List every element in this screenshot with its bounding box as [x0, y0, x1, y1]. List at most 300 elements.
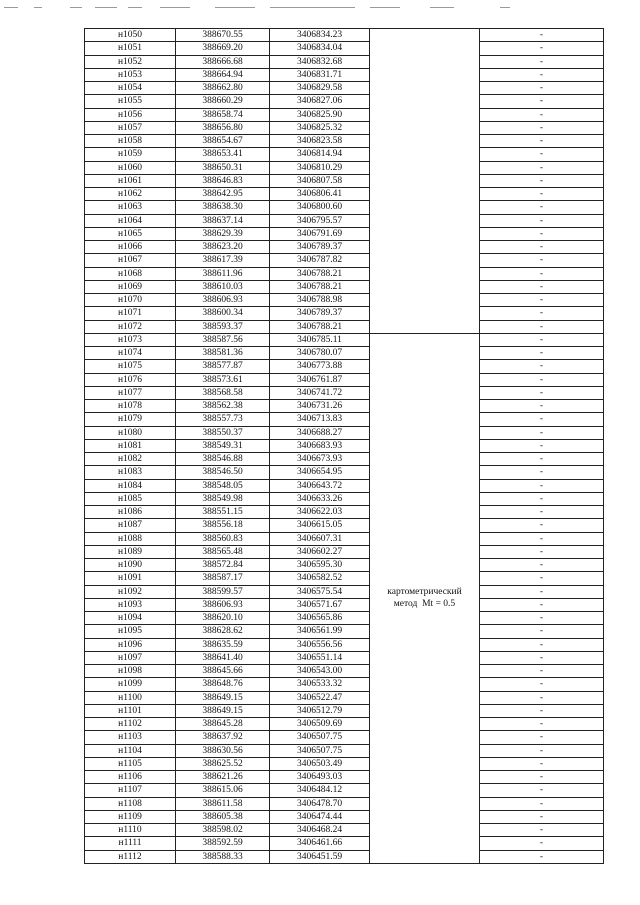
method-cell-empty	[370, 29, 480, 334]
table-row	[85, 267, 604, 280]
note-cell: -	[480, 108, 604, 121]
x-coordinate-cell: 388606.93	[176, 294, 270, 307]
table-row	[85, 651, 604, 664]
point-cell: н1081	[85, 439, 176, 452]
note-cell: -	[480, 174, 604, 187]
table-row	[85, 771, 604, 784]
table-row	[85, 174, 604, 187]
x-coordinate-cell: 388637.14	[176, 214, 270, 227]
note-cell: -	[480, 466, 604, 479]
table-row	[85, 241, 604, 254]
point-cell: н1059	[85, 148, 176, 161]
point-cell: н1056	[85, 108, 176, 121]
y-coordinate-cell: 3406785.11	[270, 333, 370, 346]
point-cell: н1063	[85, 201, 176, 214]
x-coordinate-cell: 388557.73	[176, 413, 270, 426]
table-row	[85, 665, 604, 678]
note-cell: -	[480, 135, 604, 148]
table-row	[85, 757, 604, 770]
table-row	[85, 360, 604, 373]
x-coordinate-cell: 388653.41	[176, 148, 270, 161]
y-coordinate-cell: 3406509.69	[270, 718, 370, 731]
x-coordinate-cell: 388560.83	[176, 532, 270, 545]
table-row	[85, 108, 604, 121]
x-coordinate-cell: 388648.76	[176, 678, 270, 691]
note-cell: -	[480, 95, 604, 108]
note-cell: -	[480, 731, 604, 744]
note-cell: -	[480, 68, 604, 81]
point-cell: н1057	[85, 121, 176, 134]
point-cell: н1062	[85, 188, 176, 201]
point-cell: н1058	[85, 135, 176, 148]
x-coordinate-cell: 388611.96	[176, 267, 270, 280]
point-cell: н1061	[85, 174, 176, 187]
x-coordinate-cell: 388592.59	[176, 837, 270, 850]
x-coordinate-cell: 388642.95	[176, 188, 270, 201]
y-coordinate-cell: 3406800.60	[270, 201, 370, 214]
point-cell: н1065	[85, 227, 176, 240]
table-row	[85, 201, 604, 214]
note-cell: -	[480, 373, 604, 386]
table-row	[85, 559, 604, 572]
note-cell: -	[480, 572, 604, 585]
y-coordinate-cell: 3406827.06	[270, 95, 370, 108]
y-coordinate-cell: 3406602.27	[270, 545, 370, 558]
note-cell: -	[480, 188, 604, 201]
table-row	[85, 850, 604, 863]
x-coordinate-cell: 388635.59	[176, 638, 270, 651]
table-row	[85, 638, 604, 651]
table-row	[85, 121, 604, 134]
point-cell: н1090	[85, 559, 176, 572]
note-cell: -	[480, 400, 604, 413]
table-row	[85, 585, 604, 598]
table-row	[85, 824, 604, 837]
x-coordinate-cell: 388637.92	[176, 731, 270, 744]
point-cell: н1064	[85, 214, 176, 227]
note-cell: -	[480, 545, 604, 558]
table-row	[85, 506, 604, 519]
y-coordinate-cell: 3406607.31	[270, 532, 370, 545]
note-cell: -	[480, 625, 604, 638]
table-row	[85, 280, 604, 293]
y-coordinate-cell: 3406503.49	[270, 757, 370, 770]
y-coordinate-cell: 3406543.00	[270, 665, 370, 678]
x-coordinate-cell: 388638.30	[176, 201, 270, 214]
x-coordinate-cell: 388641.40	[176, 651, 270, 664]
note-cell: -	[480, 29, 604, 42]
table-row	[85, 188, 604, 201]
x-coordinate-cell: 388621.26	[176, 771, 270, 784]
y-coordinate-cell: 3406551.14	[270, 651, 370, 664]
table-row	[85, 294, 604, 307]
y-coordinate-cell: 3406806.41	[270, 188, 370, 201]
note-cell: -	[480, 492, 604, 505]
point-cell: н1066	[85, 241, 176, 254]
point-cell: н1085	[85, 492, 176, 505]
x-coordinate-cell: 388577.87	[176, 360, 270, 373]
note-cell: -	[480, 333, 604, 346]
note-cell: -	[480, 148, 604, 161]
point-cell: н1092	[85, 585, 176, 598]
note-cell: -	[480, 506, 604, 519]
table-row	[85, 214, 604, 227]
point-cell: н1105	[85, 757, 176, 770]
point-cell: н1078	[85, 400, 176, 413]
table-row	[85, 373, 604, 386]
x-coordinate-cell: 388548.05	[176, 479, 270, 492]
point-cell: н1086	[85, 506, 176, 519]
y-coordinate-cell: 3406633.26	[270, 492, 370, 505]
x-coordinate-cell: 388599.57	[176, 585, 270, 598]
coordinates-table-body	[85, 29, 604, 864]
table-row	[85, 678, 604, 691]
note-cell: -	[480, 757, 604, 770]
note-cell: -	[480, 810, 604, 823]
note-cell: -	[480, 559, 604, 572]
note-cell: -	[480, 479, 604, 492]
table-row	[85, 55, 604, 68]
y-coordinate-cell: 3406484.12	[270, 784, 370, 797]
note-cell: -	[480, 42, 604, 55]
point-cell: н1071	[85, 307, 176, 320]
table-row	[85, 810, 604, 823]
x-coordinate-cell: 388550.37	[176, 426, 270, 439]
y-coordinate-cell: 3406507.75	[270, 744, 370, 757]
table-row	[85, 466, 604, 479]
note-cell: -	[480, 824, 604, 837]
x-coordinate-cell: 388662.80	[176, 82, 270, 95]
point-cell: н1098	[85, 665, 176, 678]
table-row	[85, 718, 604, 731]
x-coordinate-cell: 388605.38	[176, 810, 270, 823]
point-cell: н1101	[85, 704, 176, 717]
note-cell: -	[480, 294, 604, 307]
x-coordinate-cell: 388546.50	[176, 466, 270, 479]
table-row	[85, 744, 604, 757]
y-coordinate-cell: 3406761.87	[270, 373, 370, 386]
point-cell: н1074	[85, 347, 176, 360]
x-coordinate-cell: 388628.62	[176, 625, 270, 638]
point-cell: н1102	[85, 718, 176, 731]
x-coordinate-cell: 388669.20	[176, 42, 270, 55]
point-cell: н1112	[85, 850, 176, 863]
y-coordinate-cell: 3406561.99	[270, 625, 370, 638]
x-coordinate-cell: 388646.83	[176, 174, 270, 187]
x-coordinate-cell: 388645.66	[176, 665, 270, 678]
y-coordinate-cell: 3406507.75	[270, 731, 370, 744]
x-coordinate-cell: 388562.38	[176, 400, 270, 413]
y-coordinate-cell: 3406773.88	[270, 360, 370, 373]
note-cell: -	[480, 386, 604, 399]
y-coordinate-cell: 3406834.04	[270, 42, 370, 55]
table-row	[85, 519, 604, 532]
x-coordinate-cell: 388625.52	[176, 757, 270, 770]
x-coordinate-cell: 388556.18	[176, 519, 270, 532]
note-cell: -	[480, 532, 604, 545]
y-coordinate-cell: 3406575.54	[270, 585, 370, 598]
x-coordinate-cell: 388617.39	[176, 254, 270, 267]
table-row	[85, 797, 604, 810]
point-cell: н1099	[85, 678, 176, 691]
table-row	[85, 453, 604, 466]
note-cell: -	[480, 121, 604, 134]
table-row	[85, 413, 604, 426]
note-cell: -	[480, 413, 604, 426]
point-cell: н1050	[85, 29, 176, 42]
x-coordinate-cell: 388620.10	[176, 612, 270, 625]
x-coordinate-cell: 388581.36	[176, 347, 270, 360]
x-coordinate-cell: 388606.93	[176, 598, 270, 611]
y-coordinate-cell: 3406791.69	[270, 227, 370, 240]
point-cell: н1111	[85, 837, 176, 850]
x-coordinate-cell: 388656.80	[176, 121, 270, 134]
x-coordinate-cell: 388649.15	[176, 704, 270, 717]
note-cell: -	[480, 665, 604, 678]
table-row	[85, 400, 604, 413]
point-cell: н1083	[85, 466, 176, 479]
table-row	[85, 704, 604, 717]
x-coordinate-cell: 388572.84	[176, 559, 270, 572]
table-row	[85, 598, 604, 611]
y-coordinate-cell: 3406829.58	[270, 82, 370, 95]
note-cell: -	[480, 718, 604, 731]
point-cell: н1108	[85, 797, 176, 810]
y-coordinate-cell: 3406556.56	[270, 638, 370, 651]
note-cell: -	[480, 704, 604, 717]
note-cell: -	[480, 161, 604, 174]
y-coordinate-cell: 3406654.95	[270, 466, 370, 479]
note-cell: -	[480, 320, 604, 333]
y-coordinate-cell: 3406533.32	[270, 678, 370, 691]
note-cell: -	[480, 519, 604, 532]
x-coordinate-cell: 388645.28	[176, 718, 270, 731]
table-row	[85, 307, 604, 320]
y-coordinate-cell: 3406522.47	[270, 691, 370, 704]
note-cell: -	[480, 439, 604, 452]
y-coordinate-cell: 3406673.93	[270, 453, 370, 466]
point-cell: н1109	[85, 810, 176, 823]
point-cell: н1103	[85, 731, 176, 744]
y-coordinate-cell: 3406493.03	[270, 771, 370, 784]
y-coordinate-cell: 3406788.21	[270, 280, 370, 293]
y-coordinate-cell: 3406622.03	[270, 506, 370, 519]
table-row	[85, 492, 604, 505]
y-coordinate-cell: 3406810.29	[270, 161, 370, 174]
y-coordinate-cell: 3406713.83	[270, 413, 370, 426]
y-coordinate-cell: 3406478.70	[270, 797, 370, 810]
point-cell: н1068	[85, 267, 176, 280]
y-coordinate-cell: 3406474.44	[270, 810, 370, 823]
y-coordinate-cell: 3406788.21	[270, 267, 370, 280]
y-coordinate-cell: 3406788.21	[270, 320, 370, 333]
point-cell: н1095	[85, 625, 176, 638]
note-cell: -	[480, 55, 604, 68]
method-name: картометрический	[387, 587, 462, 598]
note-cell: -	[480, 241, 604, 254]
y-coordinate-cell: 3406461.66	[270, 837, 370, 850]
y-coordinate-cell: 3406451.59	[270, 850, 370, 863]
point-cell: н1075	[85, 360, 176, 373]
x-coordinate-cell: 388587.17	[176, 572, 270, 585]
table-row	[85, 439, 604, 452]
x-coordinate-cell: 388593.37	[176, 320, 270, 333]
table-row	[85, 95, 604, 108]
note-cell: -	[480, 691, 604, 704]
x-coordinate-cell: 388598.02	[176, 824, 270, 837]
point-cell: н1055	[85, 95, 176, 108]
point-cell: н1070	[85, 294, 176, 307]
method-cell	[370, 333, 480, 863]
x-coordinate-cell: 388649.15	[176, 691, 270, 704]
table-row	[85, 784, 604, 797]
note-cell: -	[480, 850, 604, 863]
table-row	[85, 837, 604, 850]
note-cell: -	[480, 784, 604, 797]
y-coordinate-cell: 3406825.32	[270, 121, 370, 134]
point-cell: н1053	[85, 68, 176, 81]
y-coordinate-cell: 3406571.67	[270, 598, 370, 611]
table-row	[85, 227, 604, 240]
table-row	[85, 333, 604, 346]
x-coordinate-cell: 388664.94	[176, 68, 270, 81]
table-row	[85, 572, 604, 585]
point-cell: н1080	[85, 426, 176, 439]
point-cell: н1060	[85, 161, 176, 174]
point-cell: н1093	[85, 598, 176, 611]
x-coordinate-cell: 388587.56	[176, 333, 270, 346]
x-coordinate-cell: 388660.29	[176, 95, 270, 108]
point-cell: н1091	[85, 572, 176, 585]
x-coordinate-cell: 388610.03	[176, 280, 270, 293]
table-row	[85, 42, 604, 55]
x-coordinate-cell: 388670.55	[176, 29, 270, 42]
note-cell: -	[480, 214, 604, 227]
x-coordinate-cell: 388565.48	[176, 545, 270, 558]
point-cell: н1096	[85, 638, 176, 651]
table-row	[85, 612, 604, 625]
table-row	[85, 731, 604, 744]
x-coordinate-cell: 388549.31	[176, 439, 270, 452]
y-coordinate-cell: 3406788.98	[270, 294, 370, 307]
x-coordinate-cell: 388650.31	[176, 161, 270, 174]
point-cell: н1076	[85, 373, 176, 386]
table-row	[85, 347, 604, 360]
table-row	[85, 254, 604, 267]
table-row	[85, 68, 604, 81]
point-cell: н1100	[85, 691, 176, 704]
point-cell: н1072	[85, 320, 176, 333]
x-coordinate-cell: 388630.56	[176, 744, 270, 757]
point-cell: н1089	[85, 545, 176, 558]
note-cell: -	[480, 837, 604, 850]
note-cell: -	[480, 227, 604, 240]
x-coordinate-cell: 388629.39	[176, 227, 270, 240]
x-coordinate-cell: 388623.20	[176, 241, 270, 254]
point-cell: н1088	[85, 532, 176, 545]
note-cell: -	[480, 797, 604, 810]
note-cell: -	[480, 201, 604, 214]
table-row	[85, 426, 604, 439]
y-coordinate-cell: 3406832.68	[270, 55, 370, 68]
y-coordinate-cell: 3406831.71	[270, 68, 370, 81]
x-coordinate-cell: 388611.58	[176, 797, 270, 810]
point-cell: н1069	[85, 280, 176, 293]
x-coordinate-cell: 388549.98	[176, 492, 270, 505]
y-coordinate-cell: 3406512.79	[270, 704, 370, 717]
y-coordinate-cell: 3406565.86	[270, 612, 370, 625]
point-cell: н1094	[85, 612, 176, 625]
note-cell: -	[480, 360, 604, 373]
table-row	[85, 691, 604, 704]
top-scan-marks	[0, 0, 640, 14]
y-coordinate-cell: 3406468.24	[270, 824, 370, 837]
y-coordinate-cell: 3406834.23	[270, 29, 370, 42]
y-coordinate-cell: 3406787.82	[270, 254, 370, 267]
x-coordinate-cell: 388573.61	[176, 373, 270, 386]
table-row	[85, 625, 604, 638]
note-cell: -	[480, 585, 604, 598]
note-cell: -	[480, 638, 604, 651]
table-row	[85, 479, 604, 492]
point-cell: н1104	[85, 744, 176, 757]
y-coordinate-cell: 3406795.57	[270, 214, 370, 227]
note-cell: -	[480, 453, 604, 466]
point-cell: н1077	[85, 386, 176, 399]
table-row	[85, 320, 604, 333]
note-cell: -	[480, 651, 604, 664]
point-cell: н1087	[85, 519, 176, 532]
y-coordinate-cell: 3406823.58	[270, 135, 370, 148]
point-cell: н1054	[85, 82, 176, 95]
y-coordinate-cell: 3406595.30	[270, 559, 370, 572]
note-cell: -	[480, 254, 604, 267]
table-row	[85, 386, 604, 399]
table-row	[85, 82, 604, 95]
x-coordinate-cell: 388600.34	[176, 307, 270, 320]
method-accuracy: метод Mt = 0.5	[393, 599, 456, 610]
table-row	[85, 135, 604, 148]
y-coordinate-cell: 3406814.94	[270, 148, 370, 161]
note-cell: -	[480, 267, 604, 280]
point-cell: н1067	[85, 254, 176, 267]
note-cell: -	[480, 347, 604, 360]
table-row	[85, 161, 604, 174]
point-cell: н1110	[85, 824, 176, 837]
point-cell: н1079	[85, 413, 176, 426]
x-coordinate-cell: 388615.06	[176, 784, 270, 797]
note-cell: -	[480, 280, 604, 293]
point-cell: н1107	[85, 784, 176, 797]
note-cell: -	[480, 307, 604, 320]
y-coordinate-cell: 3406582.52	[270, 572, 370, 585]
y-coordinate-cell: 3406741.72	[270, 386, 370, 399]
point-cell: н1073	[85, 333, 176, 346]
x-coordinate-cell: 388666.68	[176, 55, 270, 68]
table-row	[85, 545, 604, 558]
x-coordinate-cell: 388568.58	[176, 386, 270, 399]
note-cell: -	[480, 612, 604, 625]
point-cell: н1106	[85, 771, 176, 784]
note-cell: -	[480, 82, 604, 95]
x-coordinate-cell: 388551.15	[176, 506, 270, 519]
table-row	[85, 532, 604, 545]
point-cell: н1051	[85, 42, 176, 55]
coordinates-table	[84, 28, 604, 864]
y-coordinate-cell: 3406807.58	[270, 174, 370, 187]
y-coordinate-cell: 3406825.90	[270, 108, 370, 121]
note-cell: -	[480, 598, 604, 611]
